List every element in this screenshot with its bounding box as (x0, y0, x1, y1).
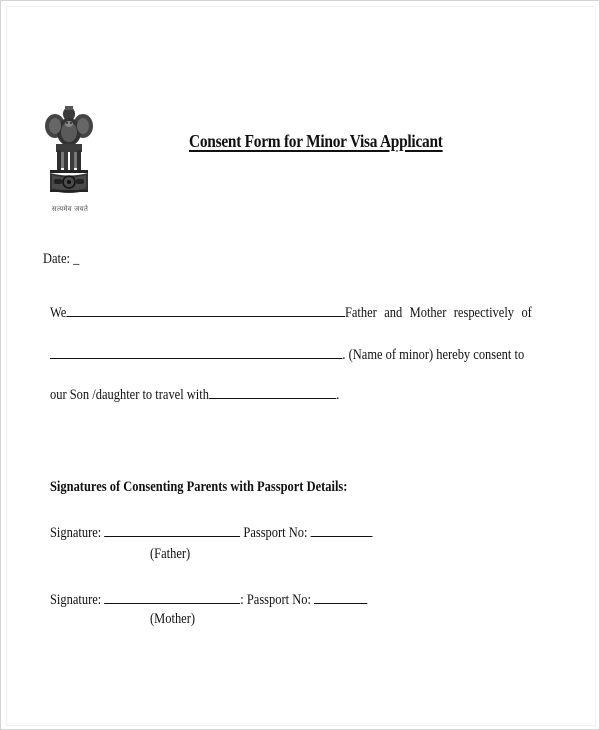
father-signature-label: Signature: (50, 525, 102, 541)
mother-role-label: (Mother) (150, 611, 196, 627)
father-passport-field[interactable] (311, 524, 373, 537)
consent-line-1 (50, 304, 532, 322)
consent-line-3 (50, 386, 339, 404)
mother-signature-field[interactable] (104, 591, 240, 604)
consent-line-2 (50, 346, 524, 364)
mother-signature-row (50, 591, 367, 609)
we-label: We (50, 305, 67, 321)
minor-name-field[interactable] (50, 346, 342, 359)
father-role-label: (Father) (150, 546, 191, 562)
father-mother-text: Father and Mother respectively of (344, 305, 532, 321)
emblem-motto: सत्यमेव जयते (51, 205, 89, 213)
national-emblem-icon (38, 104, 100, 220)
mother-separator: : (240, 592, 244, 608)
father-passport-label: Passport No: (243, 525, 308, 541)
travel-with-text: our Son /daughter to travel with (50, 387, 209, 403)
date-field[interactable]: _ (73, 251, 80, 267)
date-row (43, 251, 79, 268)
line3-period: . (336, 387, 340, 403)
name-of-minor-text: . (Name of minor) hereby consent to (342, 347, 525, 363)
travel-companion-field[interactable] (209, 386, 336, 399)
father-signature-row (50, 524, 373, 542)
signatures-heading: Signatures of Consenting Parents with Passport Details: (50, 479, 348, 495)
date-label: Date: (43, 251, 71, 267)
mother-passport-field[interactable] (314, 591, 367, 604)
parents-names-field[interactable] (66, 304, 345, 317)
form-title: Consent Form for Minor Visa Applicant (189, 131, 443, 151)
father-signature-field[interactable] (104, 524, 240, 537)
mother-passport-label: Passport No: (246, 592, 311, 608)
mother-signature-label: Signature: (50, 592, 102, 608)
